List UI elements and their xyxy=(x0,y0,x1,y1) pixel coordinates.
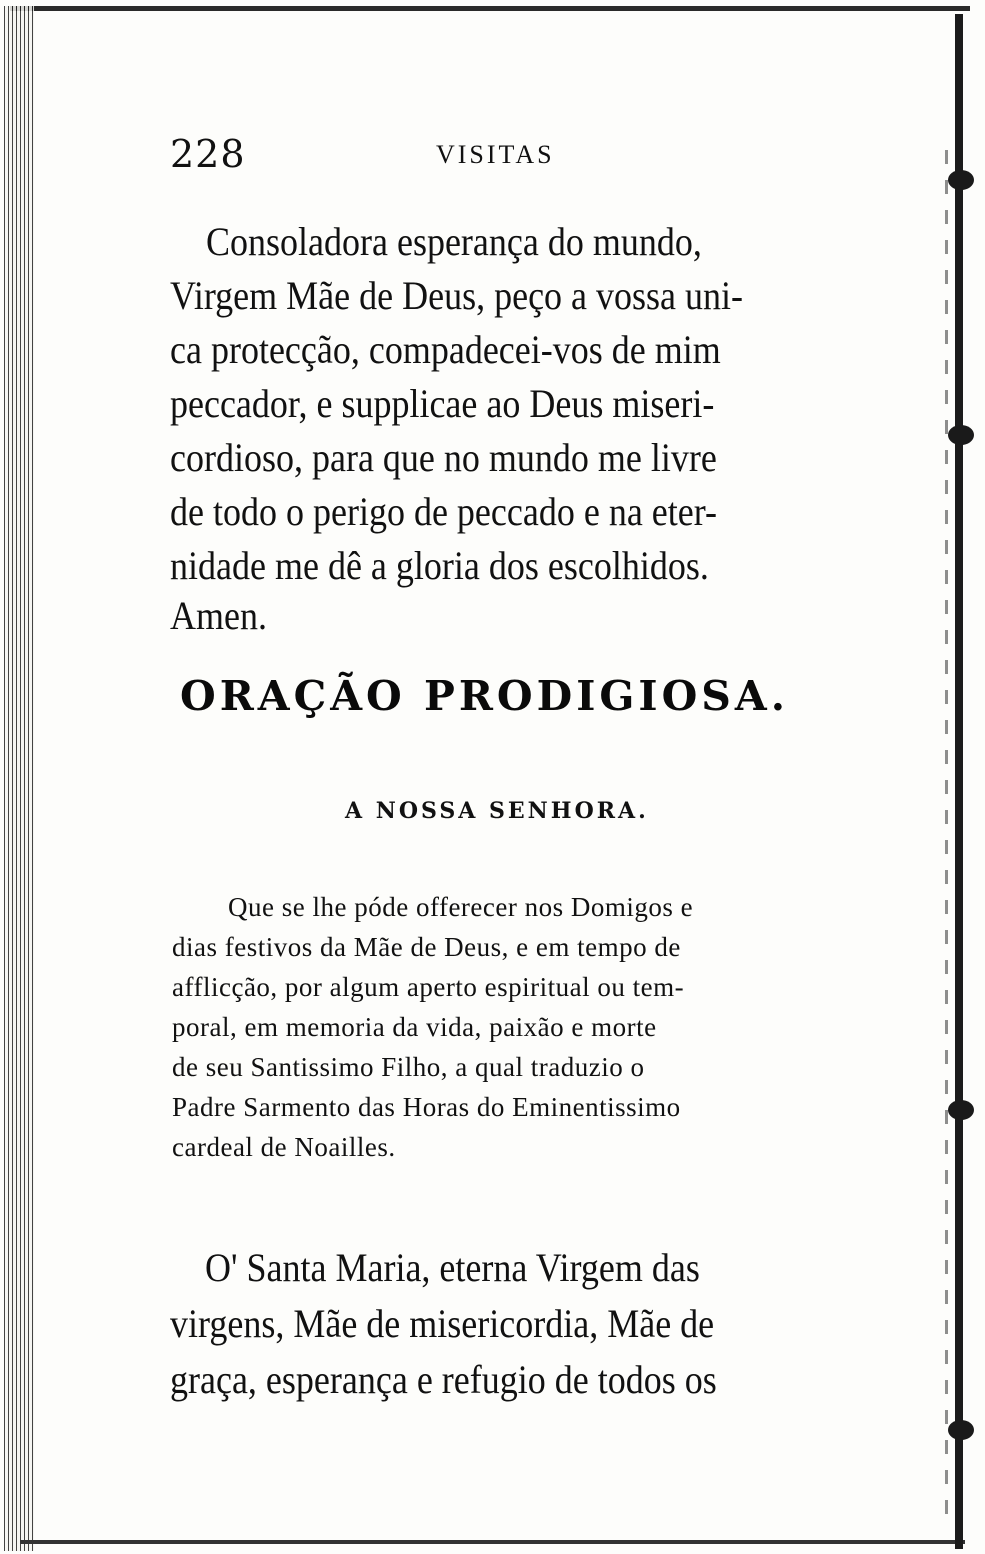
text-line: virgens, Mãe de misericordia, Mãe de xyxy=(170,1301,715,1346)
intro-line: de seu Santissimo Filho, a qual traduzio o xyxy=(172,1052,645,1082)
running-head: VISITAS xyxy=(436,140,555,169)
text-line: de todo o perigo de peccado e na eter- xyxy=(170,489,718,534)
text-line: Amen. xyxy=(170,593,267,638)
text-line: O' Santa Maria, eterna Virgem das xyxy=(205,1245,700,1290)
intro-line: Que se lhe póde offerecer nos Domigos e xyxy=(228,892,694,922)
intro-line: dias festivos da Mãe de Deus, e em tempo de xyxy=(172,932,681,962)
page-number: 228 xyxy=(170,132,246,176)
section-title: ORAÇÃO PRODIGIOSA. xyxy=(180,672,789,720)
intro-line: Padre Sarmento das Horas do Eminentissimo xyxy=(172,1092,681,1122)
text-line: Consoladora esperança do mundo, xyxy=(206,219,702,264)
intro-line: poral, em memoria da vida, paixão e morte xyxy=(172,1012,657,1042)
text-line: graça, esperança e refugio de todos os xyxy=(170,1357,717,1402)
section-subtitle: A NOSSA SENHORA. xyxy=(345,798,649,824)
text-line: nidade me dê a gloria dos escolhidos. xyxy=(170,543,709,588)
intro-line: afflicção, por algum aperto espiritual ou tem- xyxy=(172,972,685,1002)
text-line: ca protecção, compadecei-vos de mim xyxy=(170,327,721,372)
text-line: Virgem Mãe de Deus, peço a vossa uni- xyxy=(170,273,744,318)
text-line: cordioso, para que no mundo me livre xyxy=(170,435,717,480)
intro-line: cardeal de Noailles. xyxy=(172,1132,396,1162)
text-line: peccador, e supplicae ao Deus miseri- xyxy=(170,381,715,426)
